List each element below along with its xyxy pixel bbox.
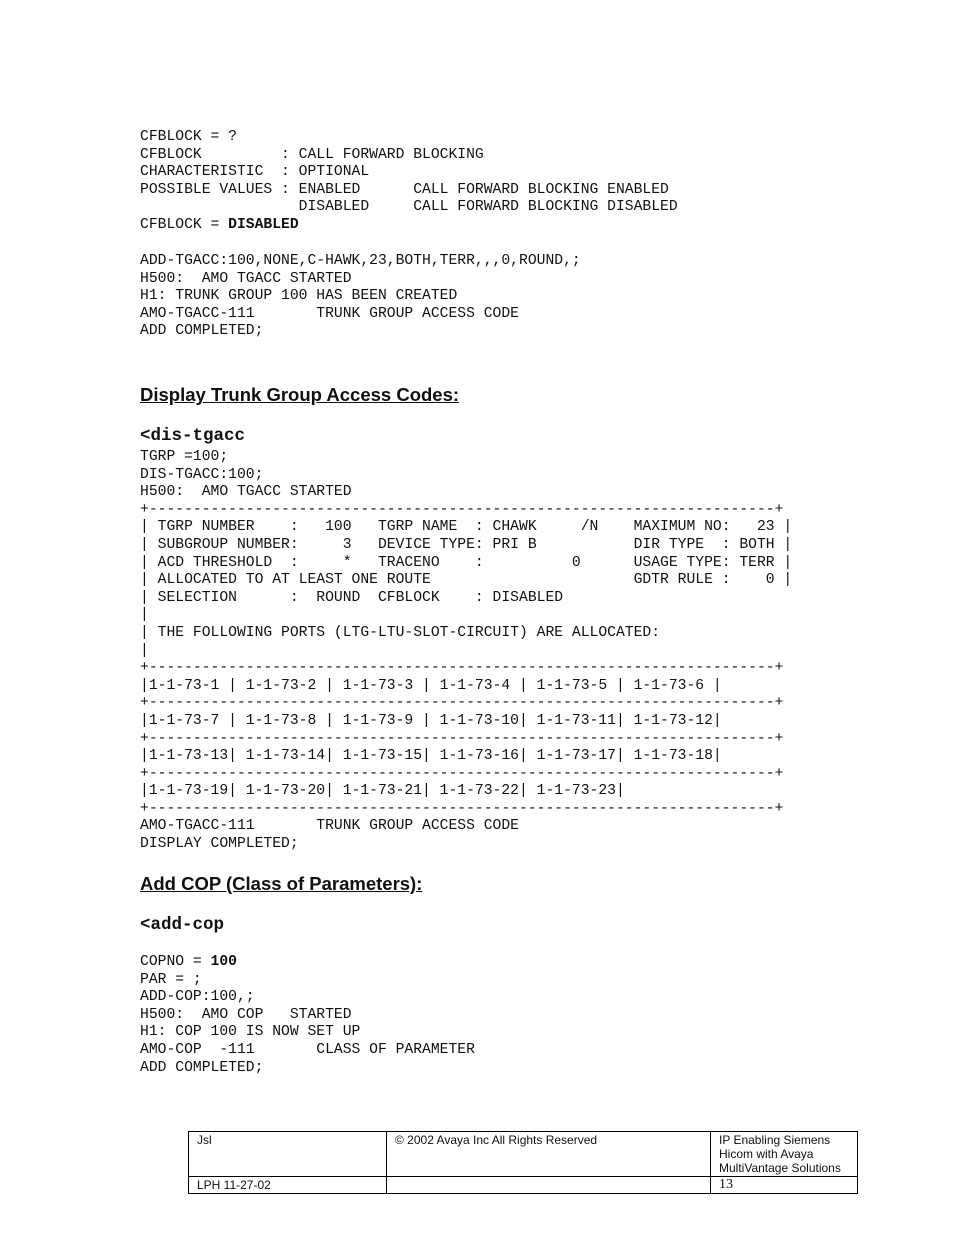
cfblock-output	[140, 129, 678, 235]
copno-prefix: COPNO =	[140, 954, 211, 970]
text-line: H500: AMO TGACC STARTED	[140, 270, 352, 287]
text-line: ADD COMPLETED;	[140, 1059, 264, 1076]
text-line: |	[140, 607, 149, 624]
dis-tgacc-output	[140, 449, 792, 854]
text-line: H1: TRUNK GROUP 100 HAS BEEN CREATED	[140, 288, 458, 305]
table-border: +-----------------------------------------------------------------------+	[140, 501, 784, 518]
table-border: +-----------------------------------------------------------------------+	[140, 765, 784, 782]
text-line: | THE FOLLOWING PORTS (LTG-LTU-SLOT-CIRCUIT) ARE ALLOCATED:	[140, 624, 661, 641]
table-border: +-----------------------------------------------------------------------+	[140, 660, 784, 677]
text-line: | TGRP NUMBER : 100 TGRP NAME : CHAWK /N MAXIMUM NO: 23 |	[140, 519, 793, 536]
text-line: DISPLAY COMPLETED;	[140, 836, 299, 853]
ports-row: |1-1-73-19| 1-1-73-20| 1-1-73-21| 1-1-73-22| 1-1-73-23|	[140, 783, 625, 800]
command-add-cop: <add-cop	[140, 915, 225, 935]
text-line: H1: COP 100 IS NOW SET UP	[140, 1024, 361, 1041]
text-line: |	[140, 642, 149, 659]
footer-copyright: © 2002 Avaya Inc All Rights Reserved	[387, 1132, 711, 1177]
text-line: | SUBGROUP NUMBER: 3 DEVICE TYPE: PRI B DIR TYPE : BOTH |	[140, 536, 793, 553]
footer-title	[711, 1132, 858, 1177]
add-cop-output	[140, 954, 475, 1077]
text-line: H500: AMO COP STARTED	[140, 1006, 352, 1023]
text-line: PAR = ;	[140, 971, 202, 988]
footer-author: Jsl	[189, 1132, 387, 1177]
command-dis-tgacc: <dis-tgacc	[140, 426, 246, 446]
cfblock-prefix: CFBLOCK =	[140, 216, 229, 233]
footer-revision: LPH 11-27-02	[189, 1177, 387, 1194]
text-line: | SELECTION : ROUND CFBLOCK : DISABLED	[140, 589, 564, 606]
section-heading-add-cop: Add COP (Class of Parameters):	[140, 873, 423, 894]
cfblock-value: DISABLED	[228, 216, 299, 233]
text-line: H500: AMO TGACC STARTED	[140, 484, 352, 501]
table-border: +-----------------------------------------------------------------------+	[140, 730, 784, 747]
ports-row: |1-1-73-13| 1-1-73-14| 1-1-73-15| 1-1-73-16| 1-1-73-17| 1-1-73-18|	[140, 748, 722, 765]
text-line: DIS-TGACC:100;	[140, 466, 264, 483]
text-line: ADD-COP:100,;	[140, 989, 255, 1006]
text-line: AMO-COP -111 CLASS OF PARAMETER	[140, 1041, 475, 1058]
text-line	[140, 217, 678, 235]
footer-title-line: Hicom with Avaya	[719, 1147, 814, 1161]
text-line: DISABLED CALL FORWARD BLOCKING DISABLED	[140, 199, 678, 216]
text-line: ADD-TGACC:100,NONE,C-HAWK,23,BOTH,TERR,,,0,ROUND,;	[140, 253, 581, 269]
table-border: +-----------------------------------------------------------------------+	[140, 695, 784, 712]
footer-page-number: 13	[711, 1177, 858, 1194]
section-heading-display-tgacc: Display Trunk Group Access Codes:	[140, 384, 460, 405]
text-line: CFBLOCK = ?	[140, 129, 237, 145]
footer-empty-cell	[387, 1177, 711, 1194]
footer-title-line: IP Enabling Siemens	[719, 1133, 831, 1147]
ports-row: |1-1-73-7 | 1-1-73-8 | 1-1-73-9 | 1-1-73-10| 1-1-73-11| 1-1-73-12|	[140, 712, 722, 729]
table-border: +-----------------------------------------------------------------------+	[140, 800, 784, 817]
text-line: CFBLOCK : CALL FORWARD BLOCKING	[140, 146, 484, 163]
text-line	[140, 954, 475, 972]
text-line: AMO-TGACC-111 TRUNK GROUP ACCESS CODE	[140, 305, 519, 322]
text-line: ADD COMPLETED;	[140, 323, 264, 340]
copno-value: 100	[210, 954, 237, 970]
text-line: | ALLOCATED TO AT LEAST ONE ROUTE GDTR RULE : 0 |	[140, 572, 793, 589]
text-line: CHARACTERISTIC : OPTIONAL	[140, 164, 370, 181]
text-line: AMO-TGACC-111 TRUNK GROUP ACCESS CODE	[140, 818, 519, 835]
footer-title-line: MultiVantage Solutions	[719, 1161, 841, 1175]
add-tgacc-output	[140, 253, 581, 341]
ports-row: |1-1-73-1 | 1-1-73-2 | 1-1-73-3 | 1-1-73-4 | 1-1-73-5 | 1-1-73-6 |	[140, 677, 722, 694]
page-footer	[188, 1131, 858, 1194]
text-line: TGRP =100;	[140, 449, 229, 465]
text-line: | ACD THRESHOLD : * TRACENO : 0 USAGE TYPE: TERR |	[140, 554, 793, 571]
text-line: POSSIBLE VALUES : ENABLED CALL FORWARD BLOCKING ENABLED	[140, 181, 669, 198]
